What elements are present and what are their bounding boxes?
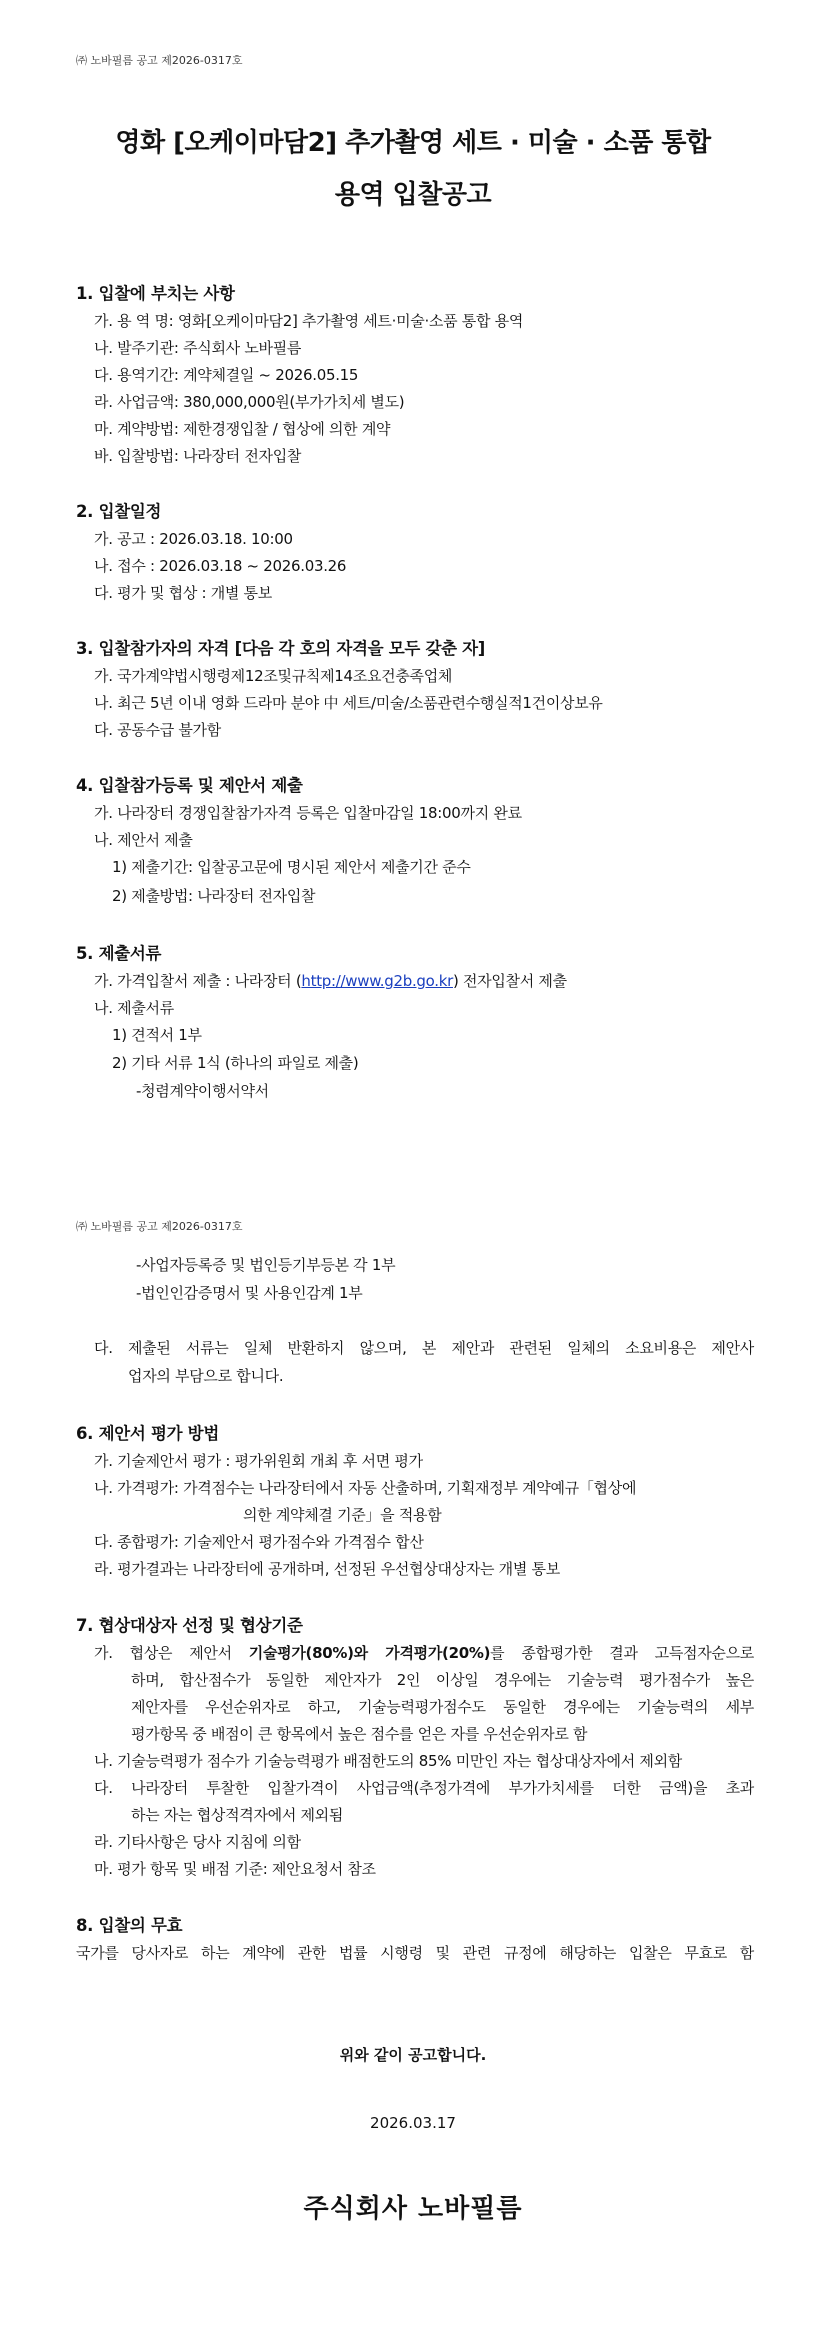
closing-statement: 위와 같이 공고합니다. [339,2046,487,2064]
section-8-heading: 8. 입찰의 무효 [76,1916,183,1935]
sec5-document: -사업자등록증 및 법인등기부등본 각 1부 [136,1256,396,1274]
sec1-item: 바. 입찰방법: 나라장터 전자입찰 [94,447,302,465]
page-title-line-2: 용역 입찰공고 [334,180,492,210]
section-4-heading: 4. 입찰참가등록 및 제안서 제출 [76,776,303,795]
price-eval-weight: 가격평가(20%) [385,1644,491,1662]
sec7-text: 가. 협상은 제안서 [94,1644,249,1662]
sec3-item: 나. 최근 5년 이내 영화 드라마 분야 中 세트/미술/소품관련수행실적1건이상보유 [94,694,603,712]
section-7-heading: 7. 협상대상자 선정 및 협상기준 [76,1616,303,1635]
sec2-item: 다. 평가 및 협상 : 개별 통보 [94,584,272,602]
sec4-item: 나. 제안서 제출 [94,831,193,849]
sec7-item-cont: 하며, 합산점수가 동일한 제안자가 2인 이상일 경우에는 기술능력 평가점수가 높은 [131,1671,754,1689]
sec3-item: 다. 공동수급 불가함 [94,721,221,739]
sec8-text: 국가를 당사자로 하는 계약에 관한 법률 시행령 및 관련 규정에 해당하는 입찰은 무효로 함 [76,1944,754,1962]
sec4-subitem: 1) 제출기간: 입찰공고문에 명시된 제안서 제출기간 준수 [112,858,471,876]
section-2-heading: 2. 입찰일정 [76,502,162,521]
sec7-item: 라. 기타사항은 당사 지침에 의함 [94,1833,301,1851]
sec5-item-text: 가. 가격입찰서 제출 : 나라장터 ( [94,972,302,990]
page-title-line-1: 영화 [오케이마담2] 추가촬영 세트 · 미술 · 소품 통합 [115,128,711,158]
section-6-heading: 6. 제안서 평가 방법 [76,1424,219,1443]
sec6-item: 다. 종합평가: 기술제안서 평가점수와 가격점수 합산 [94,1533,424,1551]
notice-number-header: ㈜ 노바필름 공고 제2026-0317호 [76,1220,243,1233]
sec4-subitem: 2) 제출방법: 나라장터 전자입찰 [112,887,316,905]
sec1-item: 라. 사업금액: 380,000,000원(부가가치세 별도) [94,393,405,411]
sec6-item: 라. 평가결과는 나라장터에 공개하며, 선정된 우선협상대상자는 개별 통보 [94,1560,560,1578]
sec5-item-cont: 업자의 부담으로 합니다. [128,1367,284,1385]
section-3-heading: 3. 입찰참가자의 자격 [다음 각 호의 자격을 모두 갖춘 자] [76,639,486,658]
sec5-item: 나. 제출서류 [94,999,174,1017]
sec5-item-text: ) 전자입찰서 제출 [452,972,567,990]
sec5-document: -청렴계약이행서약서 [136,1082,269,1100]
sec7-item: 나. 기술능력평가 점수가 기술능력평가 배점한도의 85% 미만인 자는 협상대상자에서 제외함 [94,1752,682,1770]
sec7-item: 마. 평가 항목 및 배점 기준: 제안요청서 참조 [94,1860,376,1878]
notice-number-header: ㈜ 노바필름 공고 제2026-0317호 [76,54,243,67]
sec4-item: 가. 나라장터 경쟁입찰참가자격 등록은 입찰마감일 18:00까지 완료 [94,804,522,822]
sec7-bold-text: 와 [353,1644,386,1662]
sec5-item: 다. 제출된 서류는 일체 반환하지 않으며, 본 제안과 관련된 일체의 소요비용은 제안사 [94,1339,754,1357]
sec7-item-cont: 평가항목 중 배점이 큰 항목에서 높은 점수를 얻은 자를 우선순위자로 함 [131,1725,588,1743]
sec2-item: 나. 접수 : 2026.03.18 ~ 2026.03.26 [94,557,347,575]
sec5-subitem: 1) 견적서 1부 [112,1026,202,1044]
sec7-item-cont: 하는 자는 협상적격자에서 제외됨 [131,1806,344,1824]
sec6-item: 가. 기술제안서 평가 : 평가위원회 개최 후 서면 평가 [94,1452,423,1470]
sec1-item: 가. 용 역 명: 영화[오케이마담2] 추가촬영 세트·미술·소품 통합 용역 [94,312,524,330]
company-name: 주식회사 노바필름 [303,2194,523,2224]
sec7-item-cont: 제안자를 우선순위자로 하고, 기술능력평가점수도 동일한 경우에는 기술능력의 세부 [131,1698,754,1716]
sec5-subitem: 2) 기타 서류 1식 (하나의 파일로 제출) [112,1054,359,1072]
sec3-item: 가. 국가계약법시행령제12조및규칙제14조요건충족업체 [94,667,453,685]
section-1-heading: 1. 입찰에 부치는 사항 [76,284,235,303]
sec5-document: -법인인감증명서 및 사용인감계 1부 [136,1284,363,1302]
sec6-item-cont: 의한 계약체결 기준」을 적용함 [243,1506,442,1524]
sec7-item: 다. 나라장터 투찰한 입찰가격이 사업금액(추정가격에 부가가치세를 더한 금액)을 초과 [94,1779,754,1797]
notice-date: 2026.03.17 [370,2114,456,2132]
sec7-item-a [94,1642,754,1663]
sec7-text: 를 종합평가한 결과 고득점자순으로 [490,1644,754,1662]
sec1-item: 다. 용역기간: 계약체결일 ~ 2026.05.15 [94,366,359,384]
sec1-item: 나. 발주기관: 주식회사 노바필름 [94,339,302,357]
sec2-item: 가. 공고 : 2026.03.18. 10:00 [94,530,293,548]
section-5-heading: 5. 제출서류 [76,944,162,963]
tech-eval-weight: 기술평가(80%) [248,1644,354,1662]
sec1-item: 마. 계약방법: 제한경쟁입찰 / 협상에 의한 계약 [94,420,391,438]
g2b-link[interactable]: http://www.g2b.go.kr [301,972,453,990]
sec6-item: 나. 가격평가: 가격점수는 나라장터에서 자동 산출하며, 기획재정부 계약예규「협상에 [94,1479,637,1497]
sec5-item-price-bid [94,970,567,991]
